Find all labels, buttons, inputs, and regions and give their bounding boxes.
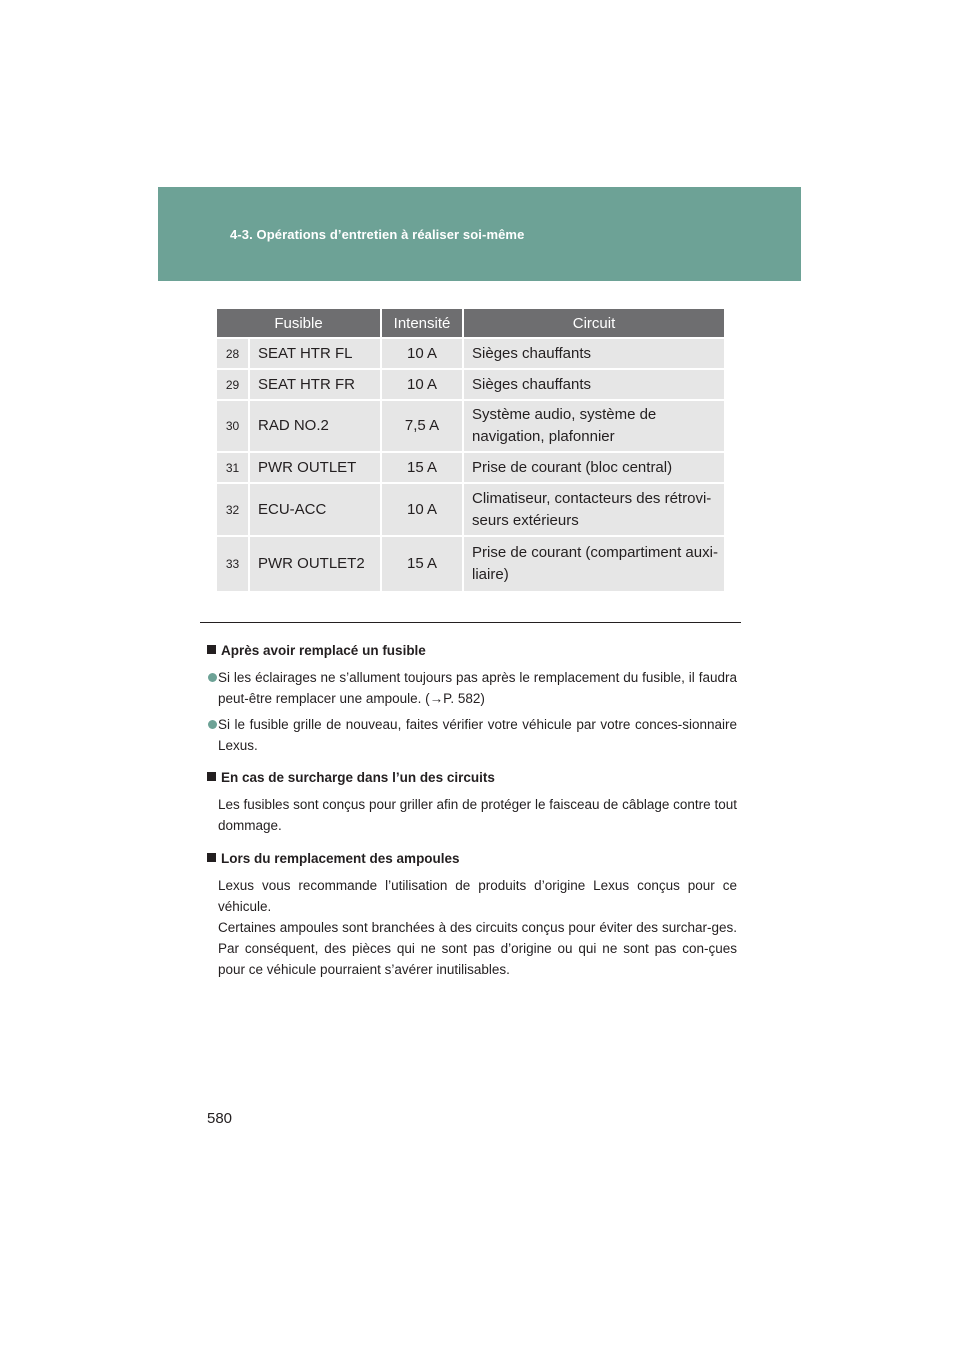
table-row: [217, 369, 724, 400]
fuse-name: SEAT HTR FR: [249, 369, 381, 400]
table-row: [217, 536, 724, 591]
fuse-circuit: Prise de courant (bloc central): [463, 452, 724, 483]
note-bullet: [207, 667, 737, 709]
note-heading: [207, 767, 737, 788]
fuse-number: 33: [217, 536, 249, 591]
column-header-circuit: Circuit: [463, 309, 724, 338]
note-bullet: [207, 714, 737, 756]
fuse-name: PWR OUTLET: [249, 452, 381, 483]
circle-bullet-icon: [208, 720, 217, 729]
table-row: [217, 452, 724, 483]
table-row: [217, 483, 724, 536]
notes-section: [207, 640, 737, 986]
section-header-band: [158, 187, 801, 281]
fuse-name: SEAT HTR FL: [249, 338, 381, 369]
fuse-amperage: 10 A: [381, 338, 463, 369]
fuse-circuit: Prise de courant (compartiment auxi-liaire): [463, 536, 724, 591]
fuse-number: 30: [217, 400, 249, 452]
note-heading: [207, 640, 737, 661]
fuse-name: PWR OUTLET2: [249, 536, 381, 591]
fuse-table: [217, 309, 724, 591]
note-heading-text: En cas de surcharge dans l’un des circuits: [221, 770, 495, 785]
square-bullet-icon: [207, 853, 216, 862]
note-heading-text: Après avoir remplacé un fusible: [221, 643, 426, 658]
column-header-fuse: Fusible: [217, 309, 381, 338]
fuse-circuit: Système audio, système de navigation, plafonnier: [463, 400, 724, 452]
square-bullet-icon: [207, 645, 216, 654]
column-header-amperage: Intensité: [381, 309, 463, 338]
fuse-amperage: 7,5 A: [381, 400, 463, 452]
fuse-amperage: 10 A: [381, 369, 463, 400]
fuse-amperage: 10 A: [381, 483, 463, 536]
page-number: 580: [207, 1110, 233, 1127]
fuse-amperage: 15 A: [381, 452, 463, 483]
note-paragraph: Certaines ampoules sont branchées à des circuits conçus pour éviter des surchar-ges. Par conséquent, des pièces qui ne sont pas d’origine ou qui ne sont pas con-çues pour ce véhicule pourraient s’avérer inutilisables.: [218, 920, 737, 977]
note-heading-text: Lors du remplacement des ampoules: [221, 851, 460, 866]
fuse-circuit: Climatiseur, contacteurs des rétrovi-seurs extérieurs: [463, 483, 724, 536]
fuse-name: ECU-ACC: [249, 483, 381, 536]
fuse-amperage: 15 A: [381, 536, 463, 591]
circle-bullet-icon: [208, 673, 217, 682]
table-row: [217, 338, 724, 369]
section-title: 4-3. Opérations d’entretien à réaliser soi-même: [230, 227, 525, 242]
fuse-number: 28: [217, 338, 249, 369]
fuse-number: 32: [217, 483, 249, 536]
fuse-number: 29: [217, 369, 249, 400]
fuse-number: 31: [217, 452, 249, 483]
note-bullet-text: Si le fusible grille de nouveau, faites vérifier votre véhicule par votre conces-sionnaire Lexus.: [218, 717, 737, 753]
note-paragraph: Lexus vous recommande l’utilisation de produits d’origine Lexus conçus pour ce véhicule.: [218, 878, 737, 914]
note-heading: [207, 848, 737, 869]
table-row: [217, 400, 724, 452]
fuse-name: RAD NO.2: [249, 400, 381, 452]
fuse-circuit: Sièges chauffants: [463, 369, 724, 400]
note-bullet-text: Si les éclairages ne s’allument toujours pas après le remplacement du fusible, il faudra peut-être remplacer une ampoule. (→P. 582): [218, 670, 737, 706]
section-divider: [200, 622, 741, 623]
table-header-row: [217, 309, 724, 338]
fuse-circuit: Sièges chauffants: [463, 338, 724, 369]
square-bullet-icon: [207, 772, 216, 781]
note-paragraph: Les fusibles sont conçus pour griller afin de protéger le faisceau de câblage contre tout dommage.: [218, 797, 737, 833]
